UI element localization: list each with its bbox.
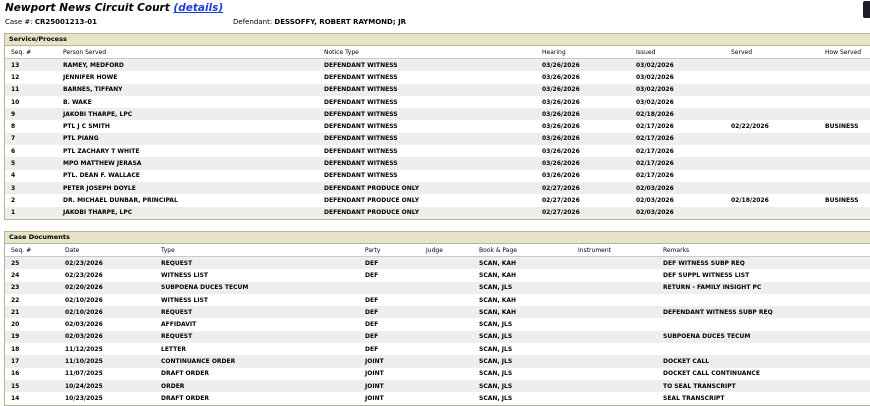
table-row xyxy=(5,318,870,330)
documents-cell-party: DEF xyxy=(359,269,420,281)
documents-cell-type: ORDER xyxy=(155,380,359,392)
table-row xyxy=(5,84,870,96)
documents-cell-book-page: SCAN, JLS xyxy=(473,368,572,380)
documents-cell-instrument xyxy=(572,355,657,367)
service-cell-how-served xyxy=(819,84,870,96)
documents-cell-date: 02/10/2026 xyxy=(59,294,155,306)
service-cell-seq: 9 xyxy=(5,108,57,120)
service-cell-notice-type: DEFENDANT PRODUCE ONLY xyxy=(318,194,536,206)
documents-cell-type: LETTER xyxy=(155,343,359,355)
documents-cell-instrument xyxy=(572,392,657,404)
documents-col-party: Party xyxy=(359,244,420,257)
court-title xyxy=(5,2,223,14)
documents-col-type: Type xyxy=(155,244,359,257)
documents-cell-book-page: SCAN, JLS xyxy=(473,318,572,330)
documents-cell-date: 11/12/2025 xyxy=(59,343,155,355)
documents-cell-book-page: SCAN, KAH xyxy=(473,257,572,270)
documents-cell-remarks: DOCKET CALL CONTINUANCE xyxy=(657,368,870,380)
documents-cell-date: 02/23/2026 xyxy=(59,257,155,270)
documents-cell-remarks: SUBPOENA DUCES TECUM xyxy=(657,331,870,343)
service-cell-seq: 5 xyxy=(5,157,57,169)
service-cell-how-served xyxy=(819,182,870,194)
service-cell-served xyxy=(725,108,819,120)
documents-cell-instrument xyxy=(572,282,657,294)
defendant-label: Defendant: xyxy=(233,18,273,26)
documents-cell-type: DRAFT ORDER xyxy=(155,392,359,404)
service-cell-served xyxy=(725,96,819,108)
service-cell-served xyxy=(725,157,819,169)
service-cell-hearing: 02/27/2026 xyxy=(536,207,630,219)
documents-cell-remarks: DEFENDANT WITNESS SUBP REQ xyxy=(657,306,870,318)
service-cell-person-served: PTL PIANG xyxy=(57,133,318,145)
service-cell-person-served: DR. MICHAEL DUNBAR, PRINCIPAL xyxy=(57,194,318,206)
table-row xyxy=(5,157,870,169)
table-row xyxy=(5,368,870,380)
service-cell-hearing: 03/26/2026 xyxy=(536,84,630,96)
documents-cell-party: DEF xyxy=(359,318,420,330)
service-cell-person-served: JAKOBI THARPE, LPC xyxy=(57,207,318,219)
menu-button[interactable] xyxy=(863,1,870,18)
service-cell-person-served: PETER JOSEPH DOYLE xyxy=(57,182,318,194)
documents-cell-instrument xyxy=(572,380,657,392)
table-row xyxy=(5,59,870,72)
documents-cell-instrument xyxy=(572,318,657,330)
table-row xyxy=(5,355,870,367)
documents-cell-date: 10/23/2025 xyxy=(59,392,155,404)
service-cell-person-served: JAKOBI THARPE, LPC xyxy=(57,108,318,120)
documents-col-seq: Seq. # xyxy=(5,244,59,257)
table-row xyxy=(5,145,870,157)
documents-cell-type: SUBPOENA DUCES TECUM xyxy=(155,282,359,294)
table-row xyxy=(5,170,870,182)
documents-cell-party: DEF xyxy=(359,306,420,318)
documents-cell-remarks: SEAL TRANSCRIPT xyxy=(657,392,870,404)
service-cell-how-served xyxy=(819,71,870,83)
service-cell-served xyxy=(725,133,819,145)
documents-cell-seq: 22 xyxy=(5,294,59,306)
service-cell-seq: 3 xyxy=(5,182,57,194)
documents-cell-remarks: RETURN - FAMILY INSIGHT PC xyxy=(657,282,870,294)
documents-cell-party: JOINT xyxy=(359,355,420,367)
documents-cell-instrument xyxy=(572,294,657,306)
service-cell-seq: 6 xyxy=(5,145,57,157)
service-cell-person-served: JENNIFER HOWE xyxy=(57,71,318,83)
documents-cell-type: WITNESS LIST xyxy=(155,294,359,306)
documents-cell-seq: 17 xyxy=(5,355,59,367)
service-cell-person-served: MPO MATTHEW JERASA xyxy=(57,157,318,169)
documents-cell-book-page: SCAN, JLS xyxy=(473,355,572,367)
documents-cell-instrument xyxy=(572,343,657,355)
table-row xyxy=(5,96,870,108)
table-row xyxy=(5,194,870,206)
service-cell-notice-type: DEFENDANT WITNESS xyxy=(318,145,536,157)
service-cell-hearing: 03/26/2026 xyxy=(536,145,630,157)
service-header-row xyxy=(5,46,870,59)
service-cell-notice-type: DEFENDANT WITNESS xyxy=(318,157,536,169)
documents-cell-party: DEF xyxy=(359,257,420,270)
service-process-panel xyxy=(4,33,870,220)
service-cell-issued: 03/02/2026 xyxy=(630,84,725,96)
documents-cell-type: DRAFT ORDER xyxy=(155,368,359,380)
service-cell-person-served: BARNES, TIFFANY xyxy=(57,84,318,96)
service-cell-hearing: 03/26/2026 xyxy=(536,120,630,132)
service-col-notice-type: Notice Type xyxy=(318,46,536,59)
table-row xyxy=(5,392,870,404)
service-cell-notice-type: DEFENDANT WITNESS xyxy=(318,120,536,132)
service-cell-how-served xyxy=(819,145,870,157)
service-cell-served xyxy=(725,170,819,182)
documents-cell-remarks xyxy=(657,343,870,355)
documents-cell-seq: 16 xyxy=(5,368,59,380)
table-row xyxy=(5,343,870,355)
service-cell-how-served xyxy=(819,133,870,145)
service-cell-person-served: PTL J C SMITH xyxy=(57,120,318,132)
service-cell-served xyxy=(725,71,819,83)
service-cell-served xyxy=(725,59,819,72)
service-cell-notice-type: DEFENDANT PRODUCE ONLY xyxy=(318,207,536,219)
documents-cell-party: JOINT xyxy=(359,392,420,404)
table-row xyxy=(5,182,870,194)
documents-cell-party xyxy=(359,282,420,294)
service-cell-seq: 7 xyxy=(5,133,57,145)
documents-cell-instrument xyxy=(572,368,657,380)
service-cell-seq: 8 xyxy=(5,120,57,132)
service-cell-notice-type: DEFENDANT WITNESS xyxy=(318,71,536,83)
service-cell-how-served xyxy=(819,207,870,219)
documents-cell-seq: 24 xyxy=(5,269,59,281)
service-cell-seq: 2 xyxy=(5,194,57,206)
service-cell-seq: 10 xyxy=(5,96,57,108)
service-cell-served xyxy=(725,145,819,157)
service-cell-hearing: 03/26/2026 xyxy=(536,108,630,120)
documents-cell-seq: 14 xyxy=(5,392,59,404)
service-cell-notice-type: DEFENDANT WITNESS xyxy=(318,170,536,182)
table-row xyxy=(5,294,870,306)
documents-cell-seq: 21 xyxy=(5,306,59,318)
documents-cell-date: 02/23/2026 xyxy=(59,269,155,281)
documents-cell-judge xyxy=(420,380,473,392)
documents-cell-date: 02/10/2026 xyxy=(59,306,155,318)
service-cell-seq: 11 xyxy=(5,84,57,96)
documents-cell-remarks xyxy=(657,294,870,306)
documents-cell-judge xyxy=(420,282,473,294)
documents-cell-judge xyxy=(420,306,473,318)
service-cell-issued: 02/17/2026 xyxy=(630,170,725,182)
documents-cell-remarks: TO SEAL TRANSCRIPT xyxy=(657,380,870,392)
service-cell-issued: 03/02/2026 xyxy=(630,71,725,83)
service-cell-hearing: 03/26/2026 xyxy=(536,96,630,108)
service-cell-hearing: 02/27/2026 xyxy=(536,182,630,194)
documents-cell-seq: 18 xyxy=(5,343,59,355)
service-col-person-served: Person Served xyxy=(57,46,318,59)
case-documents-table xyxy=(5,244,870,405)
documents-cell-instrument xyxy=(572,269,657,281)
documents-cell-judge xyxy=(420,368,473,380)
documents-cell-instrument xyxy=(572,331,657,343)
case-number-label: Case #: xyxy=(5,18,33,26)
documents-col-date: Date xyxy=(59,244,155,257)
service-cell-hearing: 03/26/2026 xyxy=(536,59,630,72)
documents-header-row xyxy=(5,244,870,257)
service-col-issued: Issued xyxy=(630,46,725,59)
service-cell-served: 02/18/2026 xyxy=(725,194,819,206)
service-col-served: Served xyxy=(725,46,819,59)
service-cell-issued: 02/03/2026 xyxy=(630,207,725,219)
documents-cell-date: 11/07/2025 xyxy=(59,368,155,380)
service-col-hearing: Hearing xyxy=(536,46,630,59)
documents-cell-date: 02/20/2026 xyxy=(59,282,155,294)
case-documents-panel xyxy=(4,231,870,406)
documents-cell-judge xyxy=(420,343,473,355)
table-row xyxy=(5,133,870,145)
service-cell-served xyxy=(725,84,819,96)
documents-cell-instrument xyxy=(572,306,657,318)
documents-cell-type: REQUEST xyxy=(155,257,359,270)
service-cell-how-served xyxy=(819,157,870,169)
documents-cell-seq: 23 xyxy=(5,282,59,294)
service-cell-hearing: 03/26/2026 xyxy=(536,170,630,182)
documents-cell-book-page: SCAN, JLS xyxy=(473,331,572,343)
service-cell-how-served xyxy=(819,170,870,182)
documents-cell-party: JOINT xyxy=(359,368,420,380)
details-link[interactable]: (details) xyxy=(173,2,224,14)
documents-cell-book-page: SCAN, KAH xyxy=(473,269,572,281)
service-cell-how-served: BUSINESS xyxy=(819,194,870,206)
documents-cell-book-page: SCAN, JLS xyxy=(473,282,572,294)
documents-col-instrument: Instrument xyxy=(572,244,657,257)
documents-cell-seq: 15 xyxy=(5,380,59,392)
service-col-seq: Seq. # xyxy=(5,46,57,59)
service-cell-hearing: 02/27/2026 xyxy=(536,194,630,206)
documents-cell-book-page: SCAN, JLS xyxy=(473,380,572,392)
service-cell-issued: 02/03/2026 xyxy=(630,194,725,206)
service-cell-served xyxy=(725,207,819,219)
table-row xyxy=(5,71,870,83)
table-row xyxy=(5,331,870,343)
service-cell-seq: 1 xyxy=(5,207,57,219)
documents-cell-remarks: DEF WITNESS SUBP REQ xyxy=(657,257,870,270)
service-cell-how-served xyxy=(819,96,870,108)
service-cell-issued: 02/17/2026 xyxy=(630,157,725,169)
service-cell-served xyxy=(725,182,819,194)
table-row xyxy=(5,108,870,120)
service-cell-issued: 02/17/2026 xyxy=(630,133,725,145)
service-process-table xyxy=(5,46,870,219)
service-cell-served: 02/22/2026 xyxy=(725,120,819,132)
case-number-value: CR25001213-01 xyxy=(34,18,97,26)
case-documents-header: Case Documents xyxy=(5,232,870,244)
documents-cell-remarks: DOCKET CALL xyxy=(657,355,870,367)
service-cell-hearing: 03/26/2026 xyxy=(536,133,630,145)
documents-cell-type: REQUEST xyxy=(155,306,359,318)
table-row xyxy=(5,306,870,318)
table-row xyxy=(5,380,870,392)
documents-cell-party: DEF xyxy=(359,294,420,306)
case-number-line xyxy=(5,18,97,26)
documents-cell-judge xyxy=(420,269,473,281)
service-cell-person-served: PTL. DEAN F. WALLACE xyxy=(57,170,318,182)
service-cell-notice-type: DEFENDANT WITNESS xyxy=(318,96,536,108)
service-col-how-served: How Served xyxy=(819,46,870,59)
documents-cell-seq: 25 xyxy=(5,257,59,270)
service-cell-person-served: PTL ZACHARY T WHITE xyxy=(57,145,318,157)
table-row xyxy=(5,207,870,219)
documents-col-remarks: Remarks xyxy=(657,244,870,257)
service-cell-issued: 02/18/2026 xyxy=(630,108,725,120)
service-cell-seq: 12 xyxy=(5,71,57,83)
documents-cell-party: JOINT xyxy=(359,380,420,392)
service-cell-notice-type: DEFENDANT WITNESS xyxy=(318,59,536,72)
documents-cell-type: WITNESS LIST xyxy=(155,269,359,281)
service-cell-issued: 03/02/2026 xyxy=(630,59,725,72)
service-cell-how-served xyxy=(819,108,870,120)
service-cell-issued: 02/03/2026 xyxy=(630,182,725,194)
documents-cell-book-page: SCAN, KAH xyxy=(473,306,572,318)
service-cell-person-served: RAMEY, MEDFORD xyxy=(57,59,318,72)
documents-cell-book-page: SCAN, JLS xyxy=(473,392,572,404)
documents-cell-date: 10/24/2025 xyxy=(59,380,155,392)
documents-cell-judge xyxy=(420,331,473,343)
documents-cell-party: DEF xyxy=(359,343,420,355)
documents-cell-judge xyxy=(420,355,473,367)
documents-cell-date: 02/03/2026 xyxy=(59,318,155,330)
documents-cell-seq: 19 xyxy=(5,331,59,343)
documents-cell-instrument xyxy=(572,257,657,270)
service-cell-notice-type: DEFENDANT PRODUCE ONLY xyxy=(318,182,536,194)
service-cell-hearing: 03/26/2026 xyxy=(536,71,630,83)
defendant-value: DESSOFFY, ROBERT RAYMOND; JR xyxy=(274,18,407,26)
service-cell-seq: 13 xyxy=(5,59,57,72)
court-name: Newport News Circuit Court xyxy=(5,2,170,14)
service-cell-notice-type: DEFENDANT WITNESS xyxy=(318,84,536,96)
service-cell-hearing: 03/26/2026 xyxy=(536,157,630,169)
documents-cell-type: AFFIDAVIT xyxy=(155,318,359,330)
documents-cell-judge xyxy=(420,257,473,270)
service-process-header: Service/Process xyxy=(5,34,870,46)
service-cell-issued: 03/02/2026 xyxy=(630,96,725,108)
defendant-line xyxy=(233,18,406,26)
table-row xyxy=(5,282,870,294)
documents-cell-judge xyxy=(420,294,473,306)
documents-cell-remarks: DEF SUPPL WITNESS LIST xyxy=(657,269,870,281)
table-row xyxy=(5,257,870,270)
service-cell-notice-type: DEFENDANT WITNESS xyxy=(318,133,536,145)
service-cell-issued: 02/17/2026 xyxy=(630,145,725,157)
documents-cell-remarks xyxy=(657,318,870,330)
service-cell-how-served xyxy=(819,59,870,72)
documents-cell-book-page: SCAN, JLS xyxy=(473,343,572,355)
documents-cell-judge xyxy=(420,392,473,404)
documents-cell-party: DEF xyxy=(359,331,420,343)
documents-cell-type: REQUEST xyxy=(155,331,359,343)
documents-cell-date: 02/03/2026 xyxy=(59,331,155,343)
table-row xyxy=(5,269,870,281)
service-cell-how-served: BUSINESS xyxy=(819,120,870,132)
documents-col-book-page: Book & Page xyxy=(473,244,572,257)
service-cell-person-served: B. WAKE xyxy=(57,96,318,108)
service-cell-seq: 4 xyxy=(5,170,57,182)
documents-col-judge: Judge xyxy=(420,244,473,257)
table-row xyxy=(5,120,870,132)
documents-cell-type: CONTINUANCE ORDER xyxy=(155,355,359,367)
service-cell-issued: 02/17/2026 xyxy=(630,120,725,132)
documents-cell-book-page: SCAN, KAH xyxy=(473,294,572,306)
service-cell-notice-type: DEFENDANT WITNESS xyxy=(318,108,536,120)
documents-cell-date: 11/10/2025 xyxy=(59,355,155,367)
documents-cell-seq: 20 xyxy=(5,318,59,330)
documents-cell-judge xyxy=(420,318,473,330)
